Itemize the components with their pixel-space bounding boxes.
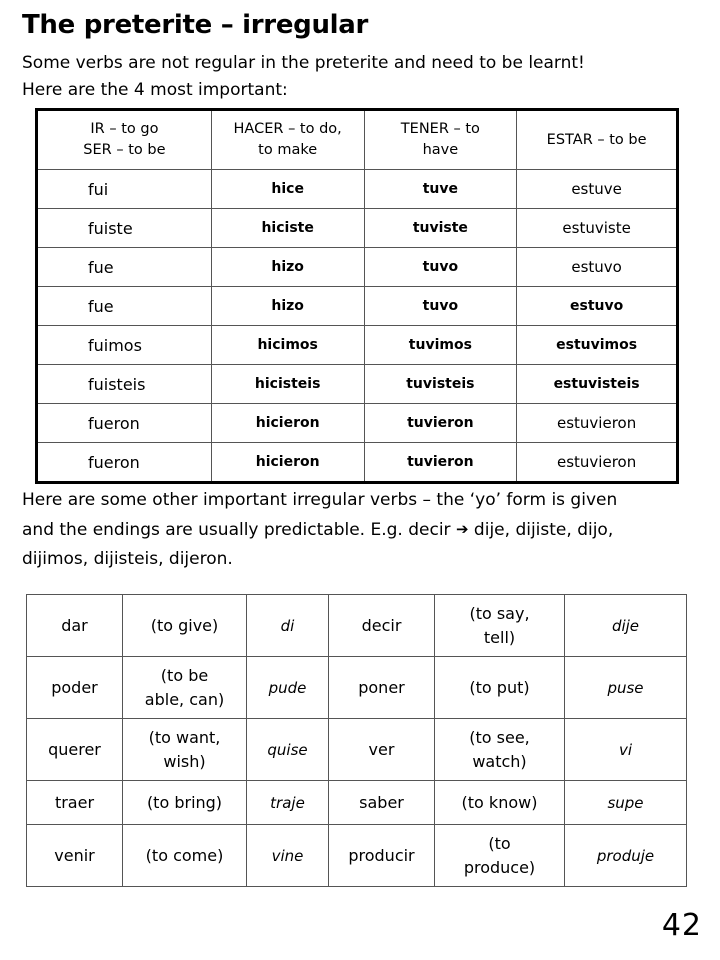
meaning-line: (to be <box>160 665 209 685</box>
meaning-line: (to bring) <box>146 792 223 812</box>
mid-line-3: dijimos, dijisteis, dijeron. <box>22 549 233 569</box>
mid-line-2: and the endings are usually predictable. E.g. decir ➔ dije, dijiste, dijo, <box>22 515 712 545</box>
ir-ser-form: fuiste <box>37 209 212 248</box>
table-row <box>37 404 678 443</box>
meaning-line: (to put) <box>469 677 530 697</box>
hacer-form: hiciste <box>211 209 364 248</box>
header-ir-ser: IR – to go SER – to be <box>37 110 212 170</box>
yo-form: produje <box>565 825 687 887</box>
intro-line-1: Some verbs are not regular in the preterite and need to be learnt! <box>22 53 585 73</box>
table-row <box>27 657 687 719</box>
meaning-line: able, can) <box>144 689 225 709</box>
preterite-table <box>35 108 679 484</box>
hacer-form: hice <box>211 170 364 209</box>
estar-form: estuvimos <box>517 326 678 365</box>
table-row <box>27 719 687 781</box>
mid-line-1: Here are some other important irregular verbs – the ‘yo’ form is given <box>22 490 618 510</box>
verb-meaning <box>123 595 247 657</box>
tener-form: tuvo <box>364 248 517 287</box>
ir-ser-form: fueron <box>37 443 212 483</box>
estar-form: estuvieron <box>517 404 678 443</box>
meaning-line: (to want, <box>148 727 221 747</box>
estar-form: estuvo <box>517 287 678 326</box>
yo-form: quise <box>247 719 329 781</box>
verb-infinitive: saber <box>329 781 435 825</box>
tener-form: tuvimos <box>364 326 517 365</box>
meaning-line: (to know) <box>461 792 538 812</box>
page-number: 42 <box>661 908 702 943</box>
yo-form: dije <box>565 595 687 657</box>
verb-infinitive: venir <box>27 825 123 887</box>
verb-meaning <box>435 657 565 719</box>
tener-form: tuve <box>364 170 517 209</box>
meaning-line: produce) <box>463 857 536 877</box>
table-row <box>37 209 678 248</box>
hacer-form: hizo <box>211 287 364 326</box>
yo-form: vi <box>565 719 687 781</box>
verb-meaning <box>123 825 247 887</box>
verb-infinitive: querer <box>27 719 123 781</box>
tener-form: tuvisteis <box>364 365 517 404</box>
table-row <box>37 443 678 483</box>
meaning-line: (to see, <box>469 727 530 747</box>
table-row <box>37 248 678 287</box>
yo-form: supe <box>565 781 687 825</box>
table-row <box>27 825 687 887</box>
meaning-line: wish) <box>163 751 206 771</box>
hacer-form: hicisteis <box>211 365 364 404</box>
verb-meaning <box>123 657 247 719</box>
estar-form: estuve <box>517 170 678 209</box>
verb-infinitive: ver <box>329 719 435 781</box>
tener-form: tuvieron <box>364 404 517 443</box>
verb-infinitive: poner <box>329 657 435 719</box>
ir-ser-form: fueron <box>37 404 212 443</box>
meaning-line: (to give) <box>150 615 219 635</box>
hacer-form: hizo <box>211 248 364 287</box>
table-row <box>37 326 678 365</box>
tener-form: tuvieron <box>364 443 517 483</box>
verb-meaning <box>435 595 565 657</box>
estar-form: estuvieron <box>517 443 678 483</box>
table-row <box>37 170 678 209</box>
hacer-form: hicimos <box>211 326 364 365</box>
verb-meaning <box>123 719 247 781</box>
yo-form: vine <box>247 825 329 887</box>
estar-form: estuvo <box>517 248 678 287</box>
ir-ser-form: fue <box>37 287 212 326</box>
hacer-form: hicieron <box>211 443 364 483</box>
right-arrow-icon: ➔ <box>455 520 469 538</box>
verb-meaning <box>123 781 247 825</box>
table-header-row <box>37 110 678 170</box>
yo-form: traje <box>247 781 329 825</box>
yo-form: di <box>247 595 329 657</box>
yo-form: pude <box>247 657 329 719</box>
meaning-line: tell) <box>483 627 516 647</box>
verb-meaning <box>435 719 565 781</box>
meaning-line: (to say, <box>469 603 530 623</box>
intro-text <box>22 50 712 104</box>
irregular-verbs-explanation <box>22 486 712 574</box>
meaning-line: (to come) <box>145 845 224 865</box>
table-row <box>37 365 678 404</box>
estar-form: estuvisteis <box>517 365 678 404</box>
yo-form: puse <box>565 657 687 719</box>
irregular-verbs-table <box>26 594 687 887</box>
verb-meaning <box>435 781 565 825</box>
verb-infinitive: traer <box>27 781 123 825</box>
header-hacer: HACER – to do, to make <box>211 110 364 170</box>
verb-infinitive: producir <box>329 825 435 887</box>
table-row <box>27 595 687 657</box>
ir-ser-form: fui <box>37 170 212 209</box>
verb-infinitive: decir <box>329 595 435 657</box>
verb-infinitive: poder <box>27 657 123 719</box>
intro-line-2: Here are the 4 most important: <box>22 80 288 100</box>
meaning-line: watch) <box>472 751 527 771</box>
meaning-line: (to <box>488 833 511 853</box>
ir-ser-form: fue <box>37 248 212 287</box>
hacer-form: hicieron <box>211 404 364 443</box>
header-estar: ESTAR – to be <box>517 110 678 170</box>
page-title: The preterite – irregular <box>22 10 369 40</box>
verb-infinitive: dar <box>27 595 123 657</box>
ir-ser-form: fuisteis <box>37 365 212 404</box>
table-row <box>37 287 678 326</box>
header-tener: TENER – to have <box>364 110 517 170</box>
estar-form: estuviste <box>517 209 678 248</box>
tener-form: tuviste <box>364 209 517 248</box>
ir-ser-form: fuimos <box>37 326 212 365</box>
table-row <box>27 781 687 825</box>
verb-meaning <box>435 825 565 887</box>
tener-form: tuvo <box>364 287 517 326</box>
